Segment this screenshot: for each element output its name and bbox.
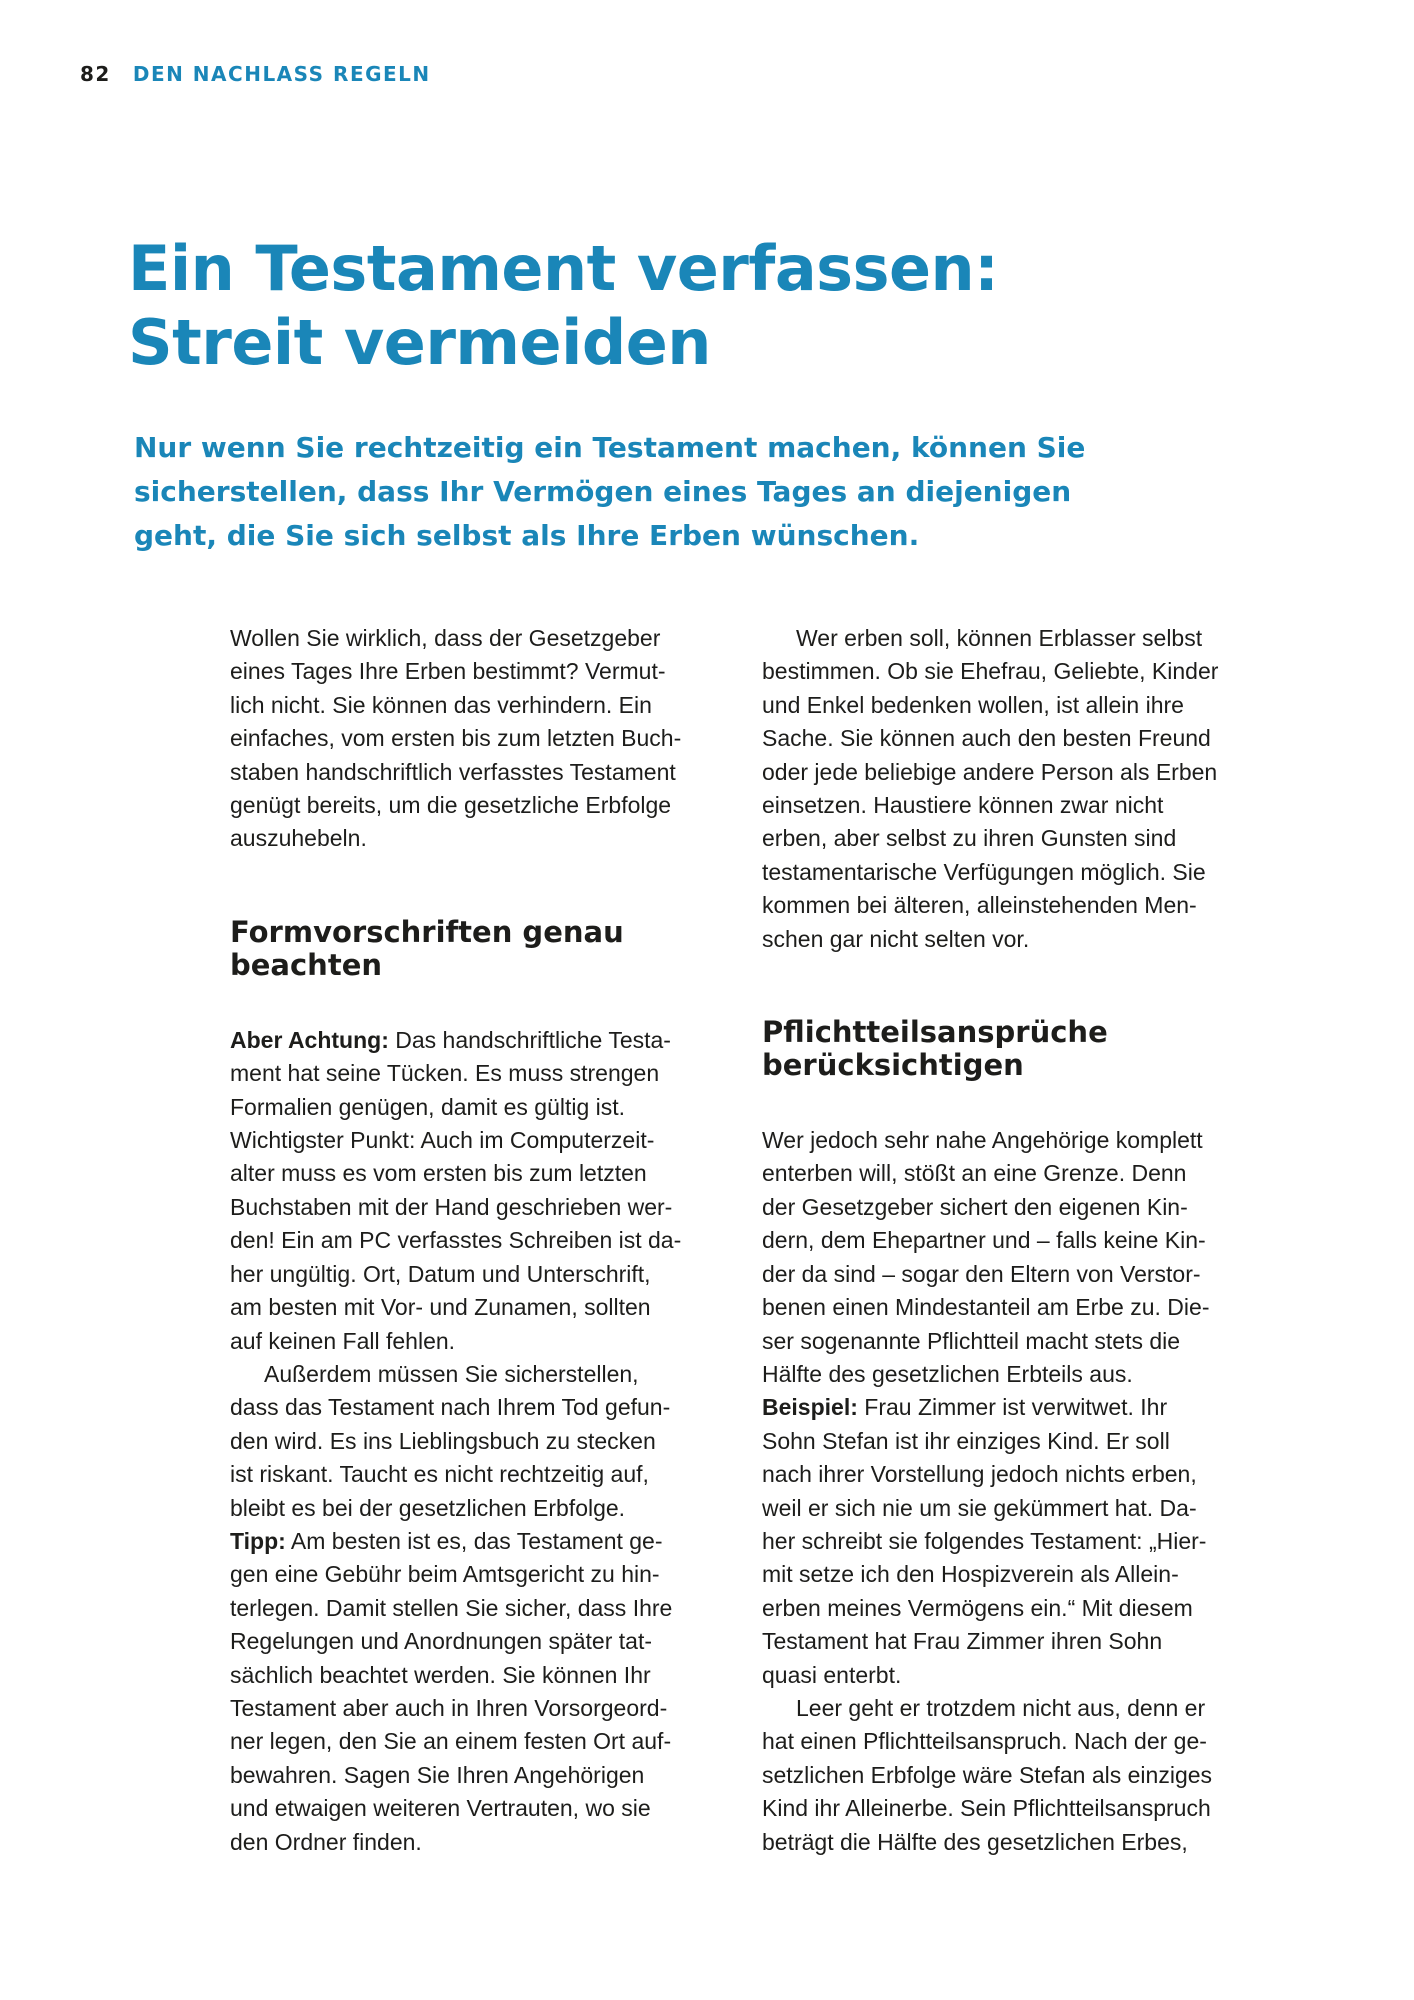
aufbewahrung-paragraph <box>230 1358 730 1525</box>
text-line: der Gesetzgeber sichert den eigenen Kin- <box>762 1193 1188 1220</box>
text-line: Sohn Stefan ist ihr einziges Kind. Er soll <box>762 1427 1170 1454</box>
text-line: ner legen, den Sie an einem festen Ort auf- <box>230 1728 672 1755</box>
text-line: Wer jedoch sehr nahe Angehörige komplett <box>762 1127 1203 1154</box>
text-line: auf keinen Fall fehlen. <box>230 1327 456 1354</box>
running-header <box>80 62 431 86</box>
text-line: Testament aber auch in Ihren Vorsorgeord- <box>230 1694 668 1721</box>
text-line: kommen bei älteren, alleinstehenden Men- <box>762 892 1197 919</box>
text-line: genügt bereits, um die gesetzliche Erbfolge <box>230 792 672 819</box>
text-line: her ungültig. Ort, Datum und Unterschrift, <box>230 1260 651 1287</box>
text-line: Buchstaben mit der Hand geschrieben wer- <box>230 1193 673 1220</box>
text-line: ist riskant. Taucht es nicht rechtzeitig auf, <box>230 1461 649 1488</box>
bold-label: Beispiel: <box>762 1394 858 1421</box>
bold-label: Tipp: <box>230 1527 286 1554</box>
text-line: Formalien genügen, damit es gültig ist. <box>230 1093 626 1120</box>
section-heading-pflichtteil <box>762 1016 1268 1082</box>
heading-line: Formvorschriften genau <box>230 914 624 949</box>
pflichtteil-paragraph <box>762 1124 1268 1391</box>
text-line: eines Tages Ihre Erben bestimmt? Vermut- <box>230 658 666 685</box>
text-line: Am besten ist es, das Testament ge- <box>285 1527 663 1554</box>
text-line: den! Ein am PC verfasstes Schreiben ist da- <box>230 1227 682 1254</box>
text-line: terlegen. Damit stellen Sie sicher, dass Ihre <box>230 1594 673 1621</box>
text-line: bestimmen. Ob sie Ehefrau, Geliebte, Kinder <box>762 658 1219 685</box>
lead-line: Nur wenn Sie rechtzeitig ein Testament machen, können Sie <box>134 431 1086 464</box>
text-line: ment hat seine Tücken. Es muss strengen <box>230 1060 660 1087</box>
text-line: Kind ihr Alleinerbe. Sein Pflichtteilsanspruch <box>762 1795 1211 1822</box>
text-line: alter muss es vom ersten bis zum letzten <box>230 1160 647 1187</box>
lead-line: geht, die Sie sich selbst als Ihre Erben wünschen. <box>134 519 920 552</box>
text-line: gen eine Gebühr beim Amtsgericht zu hin- <box>230 1561 660 1588</box>
text-line: weil er sich nie um sie gekümmert hat. Da- <box>762 1494 1197 1521</box>
text-line: Außerdem müssen Sie sicherstellen, <box>264 1360 639 1387</box>
text-line: quasi enterbt. <box>762 1661 902 1688</box>
section-title: DEN NACHLASS REGELN <box>132 62 431 86</box>
achtung-paragraph <box>230 1024 730 1358</box>
left-column <box>230 622 730 1859</box>
lead-paragraph <box>134 426 1094 558</box>
tipp-paragraph <box>230 1525 730 1859</box>
text-line: ser sogenannte Pflichtteil macht stets die <box>762 1327 1181 1354</box>
text-line: der da sind – sogar den Eltern von Verstor- <box>762 1260 1201 1287</box>
text-line: einfaches, vom ersten bis zum letzten Buch- <box>230 725 682 752</box>
text-line: testamentarische Verfügungen möglich. Sie <box>762 858 1206 885</box>
text-line: und etwaigen weiteren Vertrauten, wo sie <box>230 1795 651 1822</box>
bold-label: Aber Achtung: <box>230 1026 389 1053</box>
text-line: dern, dem Ehepartner und – falls keine Kin- <box>762 1227 1206 1254</box>
text-line: benen einen Mindestanteil am Erbe zu. Die- <box>762 1294 1210 1321</box>
lead-line: sicherstellen, dass Ihr Vermögen eines Tages an diejenigen <box>134 475 1072 508</box>
page-number: 82 <box>80 62 111 86</box>
text-line: schen gar nicht selten vor. <box>762 925 1030 952</box>
text-line: beträgt die Hälfte des gesetzlichen Erbes, <box>762 1828 1188 1855</box>
beispiel-paragraph <box>762 1391 1268 1692</box>
intro-paragraph <box>230 622 730 856</box>
heading-line: berücksichtigen <box>762 1048 1024 1083</box>
text-line: und Enkel bedenken wollen, ist allein ihre <box>762 691 1184 718</box>
text-line: Frau Zimmer ist verwitwet. Ihr <box>857 1394 1168 1421</box>
text-line: staben handschriftlich verfasstes Testament <box>230 758 676 785</box>
text-line: Wollen Sie wirklich, dass der Gesetzgeber <box>230 625 661 651</box>
text-line: Das handschriftliche Testa- <box>388 1026 671 1053</box>
text-line: hat einen Pflichtteilsanspruch. Nach der ge- <box>762 1728 1207 1755</box>
anspruch-paragraph <box>762 1692 1268 1859</box>
text-line: oder jede beliebige andere Person als Erben <box>762 758 1218 785</box>
section-heading-formvorschriften <box>230 916 730 982</box>
text-line: Sache. Sie können auch den besten Freund <box>762 725 1211 752</box>
text-line: Wichtigster Punkt: Auch im Computerzeit- <box>230 1127 655 1154</box>
title-line: Ein Testament verfassen: <box>128 232 999 305</box>
erben-paragraph <box>762 622 1268 956</box>
heading-line: Pflichtteilsansprüche <box>762 1015 1108 1050</box>
text-line: mit setze ich den Hospizverein als Allein- <box>762 1561 1179 1588</box>
text-line: den Ordner finden. <box>230 1828 422 1855</box>
title-line: Streit vermeiden <box>128 306 711 379</box>
text-line: einsetzen. Haustiere können zwar nicht <box>762 792 1164 819</box>
text-line: dass das Testament nach Ihrem Tod gefun- <box>230 1394 671 1421</box>
text-line: sächlich beachtet werden. Sie können Ihr <box>230 1661 651 1688</box>
text-line: Leer geht er trotzdem nicht aus, denn er <box>796 1694 1206 1721</box>
text-line: setzlichen Erbfolge wäre Stefan als einziges <box>762 1761 1213 1788</box>
text-line: bleibt es bei der gesetzlichen Erbfolge. <box>230 1494 626 1521</box>
text-line: Wer erben soll, können Erblasser selbst <box>796 625 1203 651</box>
text-line: erben, aber selbst zu ihren Gunsten sind <box>762 825 1177 852</box>
text-line: nach ihrer Vorstellung jedoch nichts erben, <box>762 1461 1197 1488</box>
right-column <box>762 622 1268 1859</box>
text-line: am besten mit Vor- und Zunamen, sollten <box>230 1294 651 1321</box>
text-line: enterben will, stößt an eine Grenze. Denn <box>762 1160 1187 1187</box>
text-line: Testament hat Frau Zimmer ihren Sohn <box>762 1628 1163 1655</box>
text-line: Hälfte des gesetzlichen Erbteils aus. <box>762 1360 1133 1387</box>
text-line: auszuhebeln. <box>230 825 367 852</box>
text-line: den wird. Es ins Lieblingsbuch zu stecken <box>230 1427 656 1454</box>
text-line: lich nicht. Sie können das verhindern. Ein <box>230 691 652 718</box>
text-line: her schreibt sie folgendes Testament: „Hier- <box>762 1527 1207 1554</box>
page-title <box>128 232 998 380</box>
heading-line: beachten <box>230 947 383 982</box>
text-line: Regelungen und Anordnungen später tat- <box>230 1628 652 1655</box>
text-line: erben meines Vermögens ein.“ Mit diesem <box>762 1594 1193 1621</box>
text-line: bewahren. Sagen Sie Ihren Angehörigen <box>230 1761 645 1788</box>
